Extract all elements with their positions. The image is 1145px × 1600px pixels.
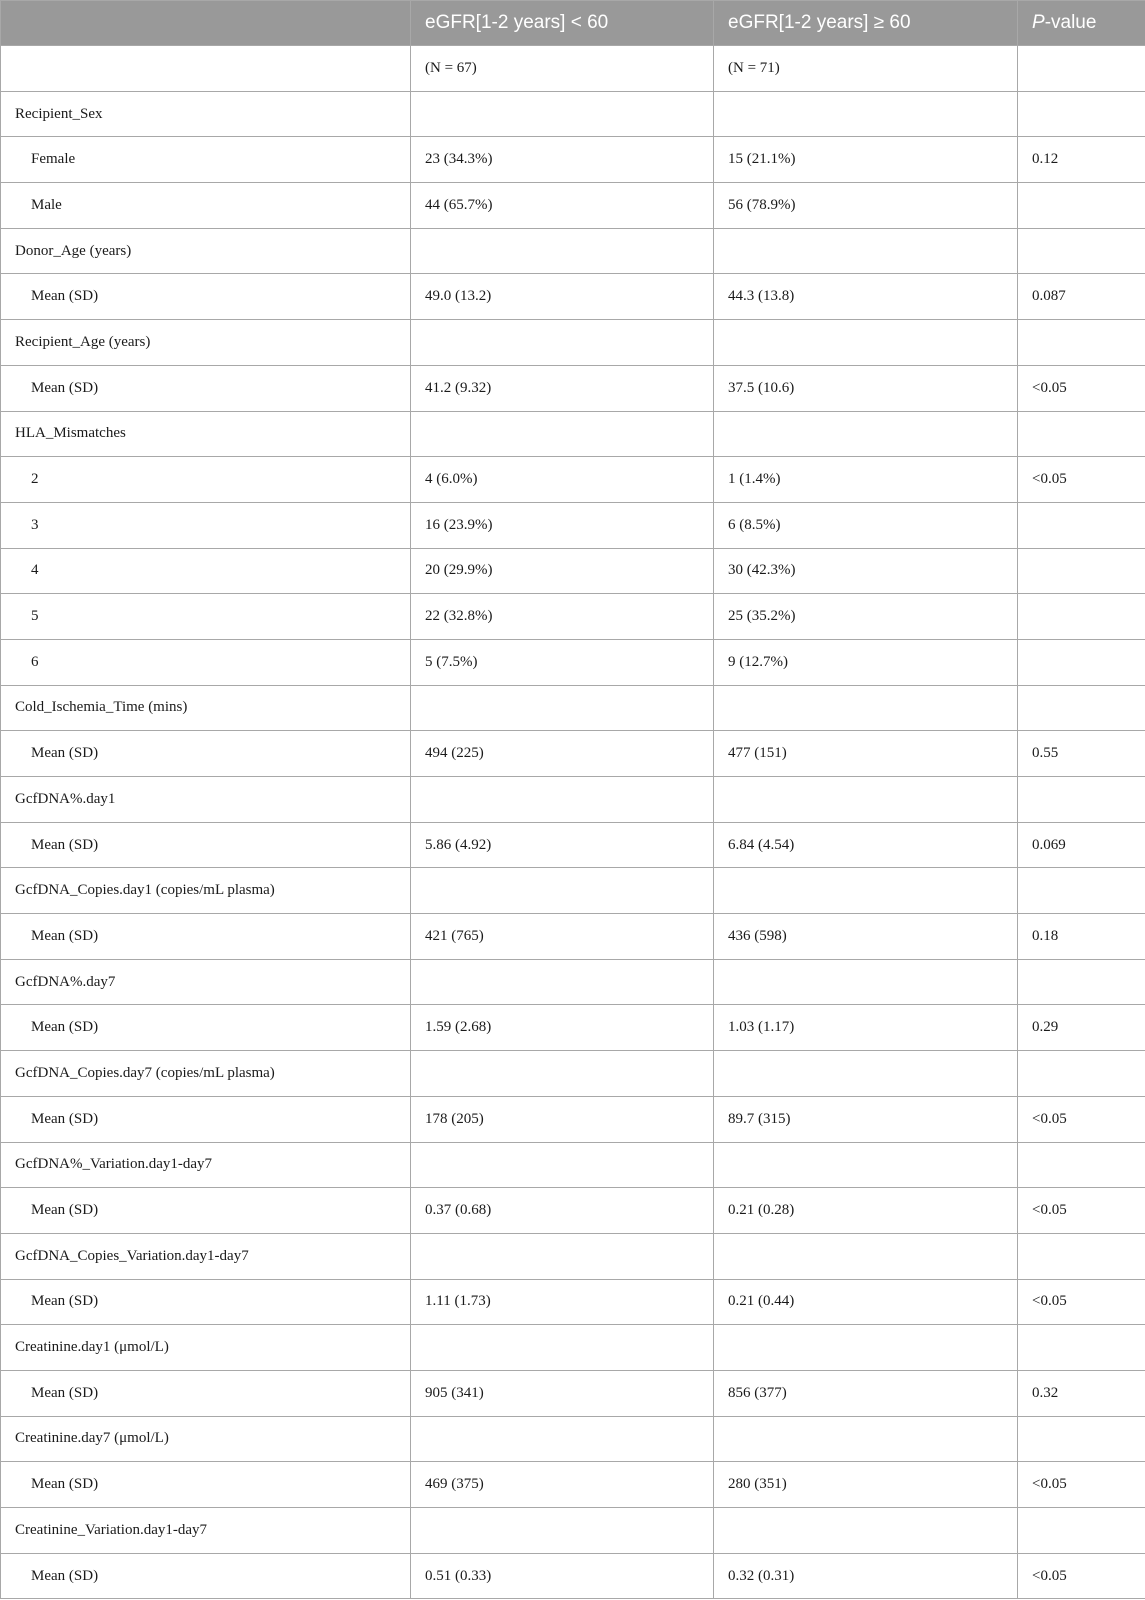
cell-pvalue [1018, 685, 1145, 731]
table-body [1, 46, 1145, 1599]
cell-egfr-low: 20 (29.9%) [411, 548, 714, 594]
cell-egfr-high: 15 (21.1%) [714, 137, 1018, 183]
cell-pvalue [1018, 1416, 1145, 1462]
cell-egfr-low: 23 (34.3%) [411, 137, 714, 183]
cell-pvalue [1018, 639, 1145, 685]
cell-pvalue: <0.05 [1018, 365, 1145, 411]
table-row [1, 1553, 1145, 1599]
cell-pvalue: 0.12 [1018, 137, 1145, 183]
row-label: GcfDNA_Copies_Variation.day1-day7 [1, 1233, 411, 1279]
row-label: Mean (SD) [1, 822, 411, 868]
cell-pvalue [1018, 868, 1145, 914]
cell-pvalue: 0.087 [1018, 274, 1145, 320]
row-label [1, 46, 411, 92]
cell-egfr-low [411, 1508, 714, 1554]
row-label: Mean (SD) [1, 365, 411, 411]
cell-egfr-low [411, 228, 714, 274]
row-label: 2 [1, 457, 411, 503]
cell-pvalue [1018, 228, 1145, 274]
cell-egfr-high [714, 868, 1018, 914]
table-row [1, 228, 1145, 274]
row-label: Mean (SD) [1, 1370, 411, 1416]
cell-egfr-high [714, 228, 1018, 274]
cell-egfr-low: 5.86 (4.92) [411, 822, 714, 868]
row-label: Mean (SD) [1, 1279, 411, 1325]
cell-egfr-low [411, 411, 714, 457]
cell-egfr-low: 178 (205) [411, 1096, 714, 1142]
table-row [1, 1416, 1145, 1462]
cell-pvalue: 0.55 [1018, 731, 1145, 777]
table-row [1, 91, 1145, 137]
cell-egfr-low: 0.37 (0.68) [411, 1188, 714, 1234]
cell-pvalue [1018, 1142, 1145, 1188]
cell-pvalue [1018, 411, 1145, 457]
row-label: Cold_Ischemia_Time (mins) [1, 685, 411, 731]
cell-egfr-high [714, 91, 1018, 137]
cell-egfr-low: 421 (765) [411, 914, 714, 960]
row-label: Female [1, 137, 411, 183]
cell-pvalue [1018, 1051, 1145, 1097]
cell-egfr-high: 0.21 (0.44) [714, 1279, 1018, 1325]
cell-egfr-low: 16 (23.9%) [411, 502, 714, 548]
table-row [1, 1325, 1145, 1371]
cell-pvalue: 0.29 [1018, 1005, 1145, 1051]
cell-pvalue: <0.05 [1018, 1096, 1145, 1142]
table-row [1, 548, 1145, 594]
row-label: Recipient_Age (years) [1, 320, 411, 366]
cell-egfr-high [714, 1508, 1018, 1554]
cell-egfr-high [714, 411, 1018, 457]
cell-egfr-low [411, 1051, 714, 1097]
cell-egfr-high [714, 1325, 1018, 1371]
cell-egfr-low [411, 1416, 714, 1462]
cell-egfr-low: 44 (65.7%) [411, 183, 714, 229]
cell-pvalue: <0.05 [1018, 1188, 1145, 1234]
table-row [1, 1188, 1145, 1234]
cell-egfr-low [411, 1142, 714, 1188]
table-row [1, 502, 1145, 548]
row-label: Donor_Age (years) [1, 228, 411, 274]
header-pvalue-prefix: P [1032, 12, 1045, 33]
row-label: 4 [1, 548, 411, 594]
cell-pvalue: 0.18 [1018, 914, 1145, 960]
cell-egfr-high: 6 (8.5%) [714, 502, 1018, 548]
table-row [1, 411, 1145, 457]
cell-pvalue [1018, 46, 1145, 92]
cell-pvalue [1018, 777, 1145, 823]
cell-pvalue [1018, 1508, 1145, 1554]
cell-egfr-low [411, 91, 714, 137]
cell-egfr-high [714, 685, 1018, 731]
cell-pvalue [1018, 1325, 1145, 1371]
table-row [1, 685, 1145, 731]
cell-egfr-low: (N = 67) [411, 46, 714, 92]
cell-egfr-low [411, 1325, 714, 1371]
cell-pvalue: <0.05 [1018, 1553, 1145, 1599]
table-row [1, 959, 1145, 1005]
cell-pvalue [1018, 959, 1145, 1005]
table-row [1, 1096, 1145, 1142]
row-label: GcfDNA_Copies.day1 (copies/mL plasma) [1, 868, 411, 914]
header-row [1, 1, 1145, 46]
row-label: Mean (SD) [1, 1005, 411, 1051]
table-row [1, 1370, 1145, 1416]
row-label: GcfDNA_Copies.day7 (copies/mL plasma) [1, 1051, 411, 1097]
cell-egfr-high: 6.84 (4.54) [714, 822, 1018, 868]
cell-egfr-high: 44.3 (13.8) [714, 274, 1018, 320]
cell-egfr-high: 9 (12.7%) [714, 639, 1018, 685]
table-row [1, 1051, 1145, 1097]
row-label: 6 [1, 639, 411, 685]
cell-egfr-low: 49.0 (13.2) [411, 274, 714, 320]
row-label: Mean (SD) [1, 914, 411, 960]
cell-egfr-high: 89.7 (315) [714, 1096, 1018, 1142]
cell-egfr-high [714, 320, 1018, 366]
cell-egfr-high: 56 (78.9%) [714, 183, 1018, 229]
row-label: Mean (SD) [1, 1462, 411, 1508]
table-row [1, 1508, 1145, 1554]
table-row [1, 137, 1145, 183]
table-row [1, 868, 1145, 914]
row-label: HLA_Mismatches [1, 411, 411, 457]
cell-egfr-low: 5 (7.5%) [411, 639, 714, 685]
header-pvalue-suffix: -value [1044, 12, 1097, 33]
cell-egfr-high: 0.21 (0.28) [714, 1188, 1018, 1234]
cell-egfr-low: 494 (225) [411, 731, 714, 777]
row-label: 3 [1, 502, 411, 548]
row-label: Mean (SD) [1, 274, 411, 320]
table-row [1, 46, 1145, 92]
cell-pvalue [1018, 320, 1145, 366]
header-egfr-high: eGFR[1-2 years] ≥ 60 [714, 1, 1018, 46]
cell-pvalue [1018, 502, 1145, 548]
header-pvalue [1018, 1, 1145, 46]
cell-egfr-low: 1.11 (1.73) [411, 1279, 714, 1325]
table-row [1, 639, 1145, 685]
table-row [1, 1233, 1145, 1279]
table-row [1, 822, 1145, 868]
row-label: Recipient_Sex [1, 91, 411, 137]
cell-egfr-high [714, 777, 1018, 823]
table-header [1, 1, 1145, 46]
cell-egfr-low [411, 868, 714, 914]
cell-pvalue: <0.05 [1018, 1462, 1145, 1508]
cell-egfr-high: 37.5 (10.6) [714, 365, 1018, 411]
table-row [1, 183, 1145, 229]
cell-pvalue [1018, 183, 1145, 229]
row-label: Mean (SD) [1, 1096, 411, 1142]
table-row [1, 365, 1145, 411]
cell-egfr-high: 477 (151) [714, 731, 1018, 777]
table-row [1, 1005, 1145, 1051]
cell-pvalue [1018, 91, 1145, 137]
header-egfr-low: eGFR[1-2 years] < 60 [411, 1, 714, 46]
cell-egfr-high: 1.03 (1.17) [714, 1005, 1018, 1051]
cell-egfr-low [411, 320, 714, 366]
cell-egfr-low [411, 685, 714, 731]
row-label: Mean (SD) [1, 731, 411, 777]
table-row [1, 274, 1145, 320]
cell-egfr-high: 1 (1.4%) [714, 457, 1018, 503]
row-label: GcfDNA%_Variation.day1-day7 [1, 1142, 411, 1188]
table-row [1, 320, 1145, 366]
cell-egfr-high [714, 1233, 1018, 1279]
table-row [1, 457, 1145, 503]
cell-egfr-high [714, 1051, 1018, 1097]
table-row [1, 914, 1145, 960]
cell-egfr-low: 0.51 (0.33) [411, 1553, 714, 1599]
cell-egfr-low: 469 (375) [411, 1462, 714, 1508]
cell-pvalue [1018, 594, 1145, 640]
cell-egfr-low [411, 777, 714, 823]
cell-egfr-high: 30 (42.3%) [714, 548, 1018, 594]
row-label: 5 [1, 594, 411, 640]
table-row [1, 777, 1145, 823]
cell-egfr-low: 41.2 (9.32) [411, 365, 714, 411]
row-label: Creatinine.day1 (μmol/L) [1, 1325, 411, 1371]
cell-egfr-high [714, 959, 1018, 1005]
cell-egfr-high: 25 (35.2%) [714, 594, 1018, 640]
cell-pvalue [1018, 1233, 1145, 1279]
cell-egfr-high: 0.32 (0.31) [714, 1553, 1018, 1599]
cell-egfr-high: 280 (351) [714, 1462, 1018, 1508]
cell-egfr-high [714, 1416, 1018, 1462]
row-label: Mean (SD) [1, 1188, 411, 1234]
cell-egfr-high: 436 (598) [714, 914, 1018, 960]
row-label: GcfDNA%.day1 [1, 777, 411, 823]
table-row [1, 1462, 1145, 1508]
row-label: Male [1, 183, 411, 229]
row-label: Creatinine.day7 (μmol/L) [1, 1416, 411, 1462]
cell-pvalue [1018, 548, 1145, 594]
table-row [1, 1279, 1145, 1325]
header-label-col [1, 1, 411, 46]
row-label: GcfDNA%.day7 [1, 959, 411, 1005]
cell-egfr-high [714, 1142, 1018, 1188]
table-row [1, 594, 1145, 640]
cell-egfr-high: (N = 71) [714, 46, 1018, 92]
cell-pvalue: <0.05 [1018, 1279, 1145, 1325]
row-label: Creatinine_Variation.day1-day7 [1, 1508, 411, 1554]
cell-egfr-low: 905 (341) [411, 1370, 714, 1416]
table-row [1, 731, 1145, 777]
cell-egfr-high: 856 (377) [714, 1370, 1018, 1416]
cell-egfr-low [411, 1233, 714, 1279]
cell-egfr-low: 22 (32.8%) [411, 594, 714, 640]
cell-pvalue: <0.05 [1018, 457, 1145, 503]
cell-egfr-low [411, 959, 714, 1005]
table-row [1, 1142, 1145, 1188]
cell-egfr-low: 1.59 (2.68) [411, 1005, 714, 1051]
cell-egfr-low: 4 (6.0%) [411, 457, 714, 503]
cell-pvalue: 0.32 [1018, 1370, 1145, 1416]
cell-pvalue: 0.069 [1018, 822, 1145, 868]
row-label: Mean (SD) [1, 1553, 411, 1599]
